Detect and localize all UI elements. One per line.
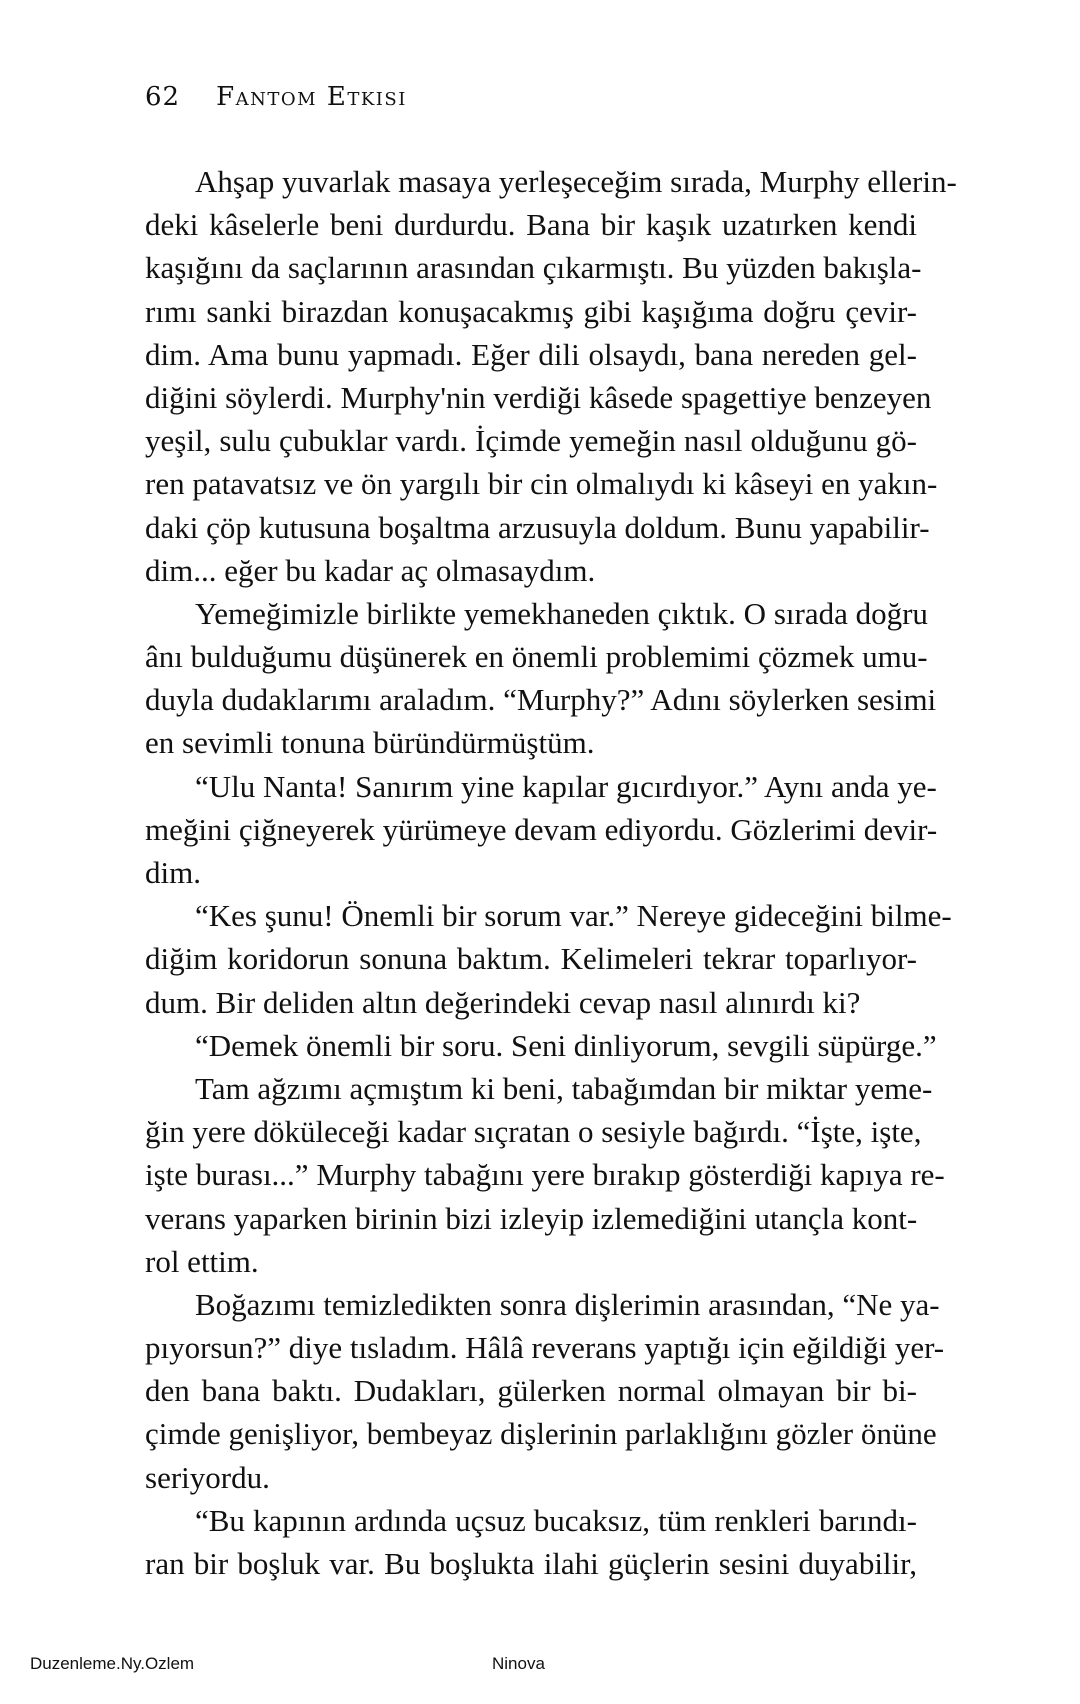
text-line: kaşığını da saçlarının arasından çıkarmıştı. Bu yüzden bakışla-: [145, 250, 922, 286]
text-line: ren patavatsız ve ön yargılı bir cin olmalıydı ki kâseyi en yakın-: [145, 466, 938, 502]
text-line: Boğazımı temizledikten sonra dişlerimin arasından, “Ne ya-: [195, 1286, 940, 1322]
text-line: Ahşap yuvarlak masaya yerleşeceğim sırada, Murphy ellerin-: [195, 164, 957, 199]
text-line: “Ulu Nanta! Sanırım yine kapılar gıcırdıyor.” Aynı anda ye-: [195, 768, 937, 804]
text-line: ran bir boşluk var. Bu boşlukta ilahi güçlerin sesini duyabilir,: [145, 1546, 917, 1581]
text-line: çimde genişliyor, bembeyaz dişlerinin parlaklığını gözler önüne: [145, 1416, 937, 1452]
text-line: dim... eğer bu kadar aç olmasaydım.: [145, 552, 596, 588]
footer-publisher: Ninova: [492, 1654, 545, 1673]
page-footer: [0, 1654, 1080, 1684]
text-line: daki çöp kutusuna boşaltma arzusuyla doldum. Bunu yapabilir-: [145, 509, 930, 545]
text-line: “Bu kapının ardında uçsuz bucaksız, tüm renkleri barındı-: [195, 1502, 917, 1538]
text-line: “Demek önemli bir soru. Seni dinliyorum, sevgili süpürge.”: [195, 1027, 937, 1063]
text-line: rımı sanki birazdan konuşacakmış gibi kaşığıma doğru çevir-: [145, 293, 917, 329]
text-line: verans yaparken birinin bizi izleyip izlemediğini utançla kont-: [145, 1200, 918, 1236]
text-line: Yemeğimizle birlikte yemekhaneden çıktık. O sırada doğru: [195, 595, 928, 631]
page-number: 62: [145, 82, 181, 112]
text-line: Tam ağzımı açmıştım ki beni, tabağımdan bir miktar yeme-: [195, 1070, 933, 1106]
text-line: ânı bulduğumu düşünerek en önemli problemimi çözmek umu-: [145, 639, 928, 675]
text-line: “Kes şunu! Önemli bir sorum var.” Nereye gideceğini bilme-: [195, 898, 952, 934]
running-head: [145, 82, 407, 122]
text-line: den bana baktı. Dudakları, gülerken normal olmayan bir bi-: [145, 1373, 917, 1409]
text-line: meğini çiğneyerek yürümeye devam ediyordu. Gözlerimi devir-: [145, 811, 938, 847]
text-line: rol ettim.: [145, 1243, 259, 1279]
text-line: ğin yere döküleceği kadar sıçratan o sesiyle bağırdı. “İşte, işte,: [145, 1114, 922, 1150]
body-text: [145, 160, 957, 1585]
text-line: dum. Bir deliden altın değerindeki cevap nasıl alınırdı ki?: [145, 984, 861, 1020]
book-title: Fantom Etkisi: [216, 82, 407, 112]
text-line: en sevimli tonuna büründürmüştüm.: [145, 725, 595, 761]
text-line: deki kâselerle beni durdurdu. Bana bir kaşık uzatırken kendi: [145, 207, 917, 243]
text-line: işte burası...” Murphy tabağını yere bırakıp gösterdiği kapıya re-: [145, 1157, 945, 1193]
text-line: yeşil, sulu çubuklar vardı. İçimde yemeğin nasıl olduğunu gö-: [145, 423, 917, 459]
text-line: duyla dudaklarımı araladım. “Murphy?” Adını söylerken sesimi: [145, 682, 937, 718]
text-line: pıyorsun?” diye tısladım. Hâlâ reverans yaptığı için eğildiği yer-: [145, 1330, 945, 1366]
footer-credit: Duzenleme.Ny.Ozlem: [30, 1654, 195, 1673]
text-line: dim.: [145, 855, 201, 890]
text-line: dim. Ama bunu yapmadı. Eğer dili olsaydı, bana nereden gel-: [145, 336, 917, 372]
text-line: diğim koridorun sonuna baktım. Kelimeleri tekrar toparlıyor-: [145, 941, 917, 977]
text-line: diğini söylerdi. Murphy'nin verdiği kâsede spagettiye benzeyen: [145, 379, 932, 415]
text-line: seriyordu.: [145, 1459, 270, 1495]
